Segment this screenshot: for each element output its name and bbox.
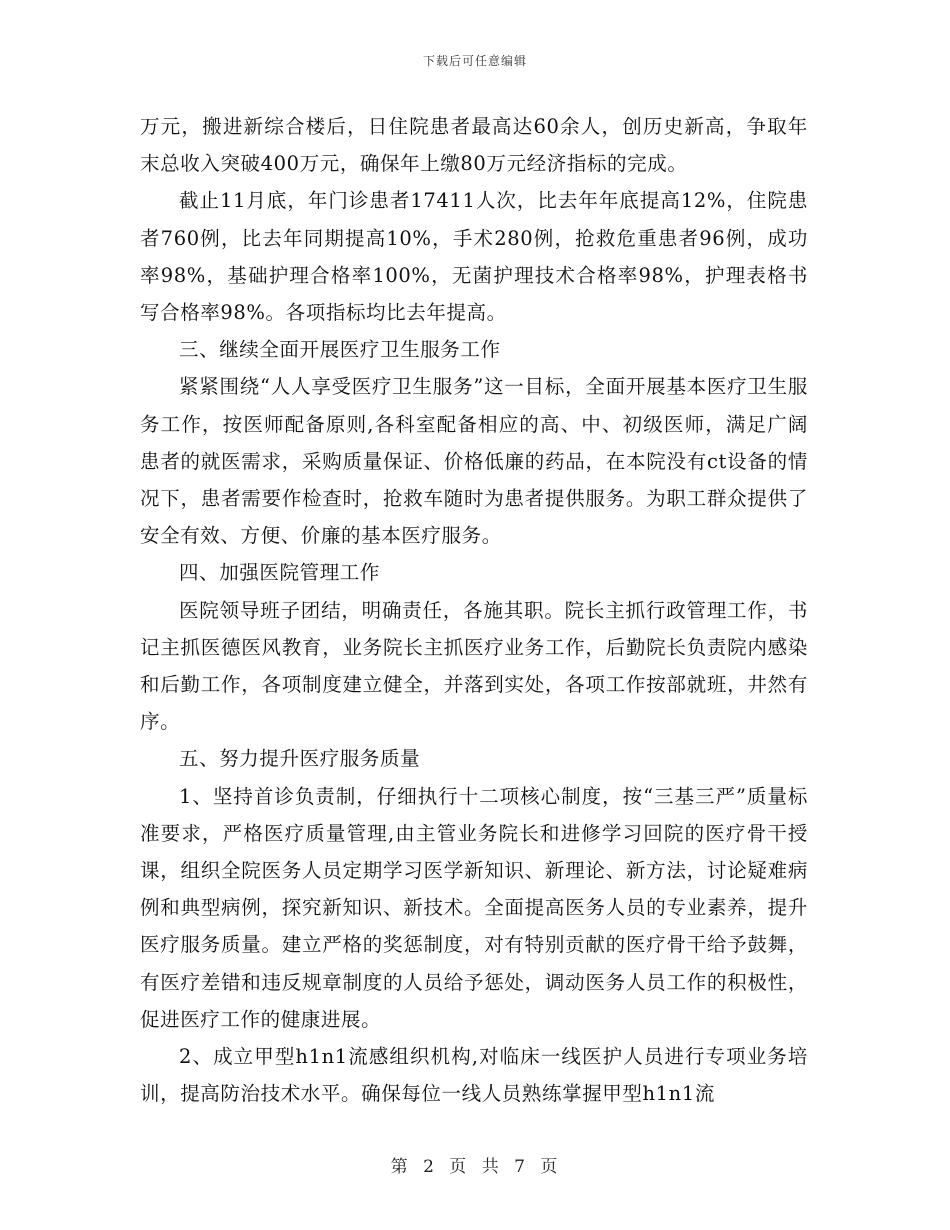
page-number: 第 2 页 共 7 页 [390, 1157, 560, 1177]
section-heading-5: 五、努力提升医疗服务质量 [179, 747, 421, 771]
header-note: 下载后可任意编辑 [422, 54, 527, 68]
paragraph-medical-services: 紧紧围绕“人人享受医疗卫生服务”这一目标，全面开展基本医疗卫生服务工作，按医师配备原则,各科室配备相应的高、中、初级医师，满足广阔患者的就医需求，采购质量保证、价格低廉的药品，在本院没有ct设备的情况下，患者需要作检查时，抢救车随时为患者提供服务。为职工群众提供了安全有效、方便、价廉的基本医疗服务。 [140, 375, 808, 548]
paragraph-revenue-continuation: 万元，搬进新综合楼后，日住院患者最高达60余人，创历史新高，争取年末总收入突破400万元，确保年上缴80万元经济指标的完成。 [140, 115, 808, 176]
paragraph-quality-item-1: 1、坚持首诊负责制，仔细执行十二项核心制度，按“三基三严”质量标准要求，严格医疗质量管理,由主管业务院长和进修学习回院的医疗骨干授课，组织全院医务人员定期学习医学新知识、新理论、新方法，讨论疑难病例和典型病例，探究新知识、新技术。全面提高医务人员的专业素养，提升医疗服务质量。建立严格的奖惩制度，对有特别贡献的医疗骨干给予鼓舞，有医疗差错和违反规章制度的人员给予惩处，调动医务人员工作的积极性，促进医疗工作的健康进展。 [140, 784, 808, 1031]
document-body [140, 108, 808, 1112]
paragraph-hospital-management: 医院领导班子团结，明确责任，各施其职。院长主抓行政管理工作，书记主抓医德医风教育，业务院长主抓医疗业务工作，后勤院长负责院内感染和后勤工作，各项制度建立健全，并落到实处，各项工作按部就班，井然有序。 [140, 598, 808, 734]
paragraph-statistics: 截止11月底，年门诊患者17411人次，比去年年底提高12%，住院患者760例，比去年同期提高10%，手术280例，抢救危重患者96例，成功率98%，基础护理合格率100%，无菌护理技术合格率98%，护理表格书写合格率98%。各项指标均比去年提高。 [140, 189, 808, 325]
paragraph-quality-item-2: 2、成立甲型h1n1流感组织机构,对临床一线医护人员进行专项业务培训，提高防治技术水平。确保每位一线人员熟练掌握甲型h1n1流 [140, 1045, 808, 1106]
section-heading-3: 三、继续全面开展医疗卫生服务工作 [179, 338, 501, 362]
section-heading-4: 四、加强医院管理工作 [179, 561, 381, 585]
